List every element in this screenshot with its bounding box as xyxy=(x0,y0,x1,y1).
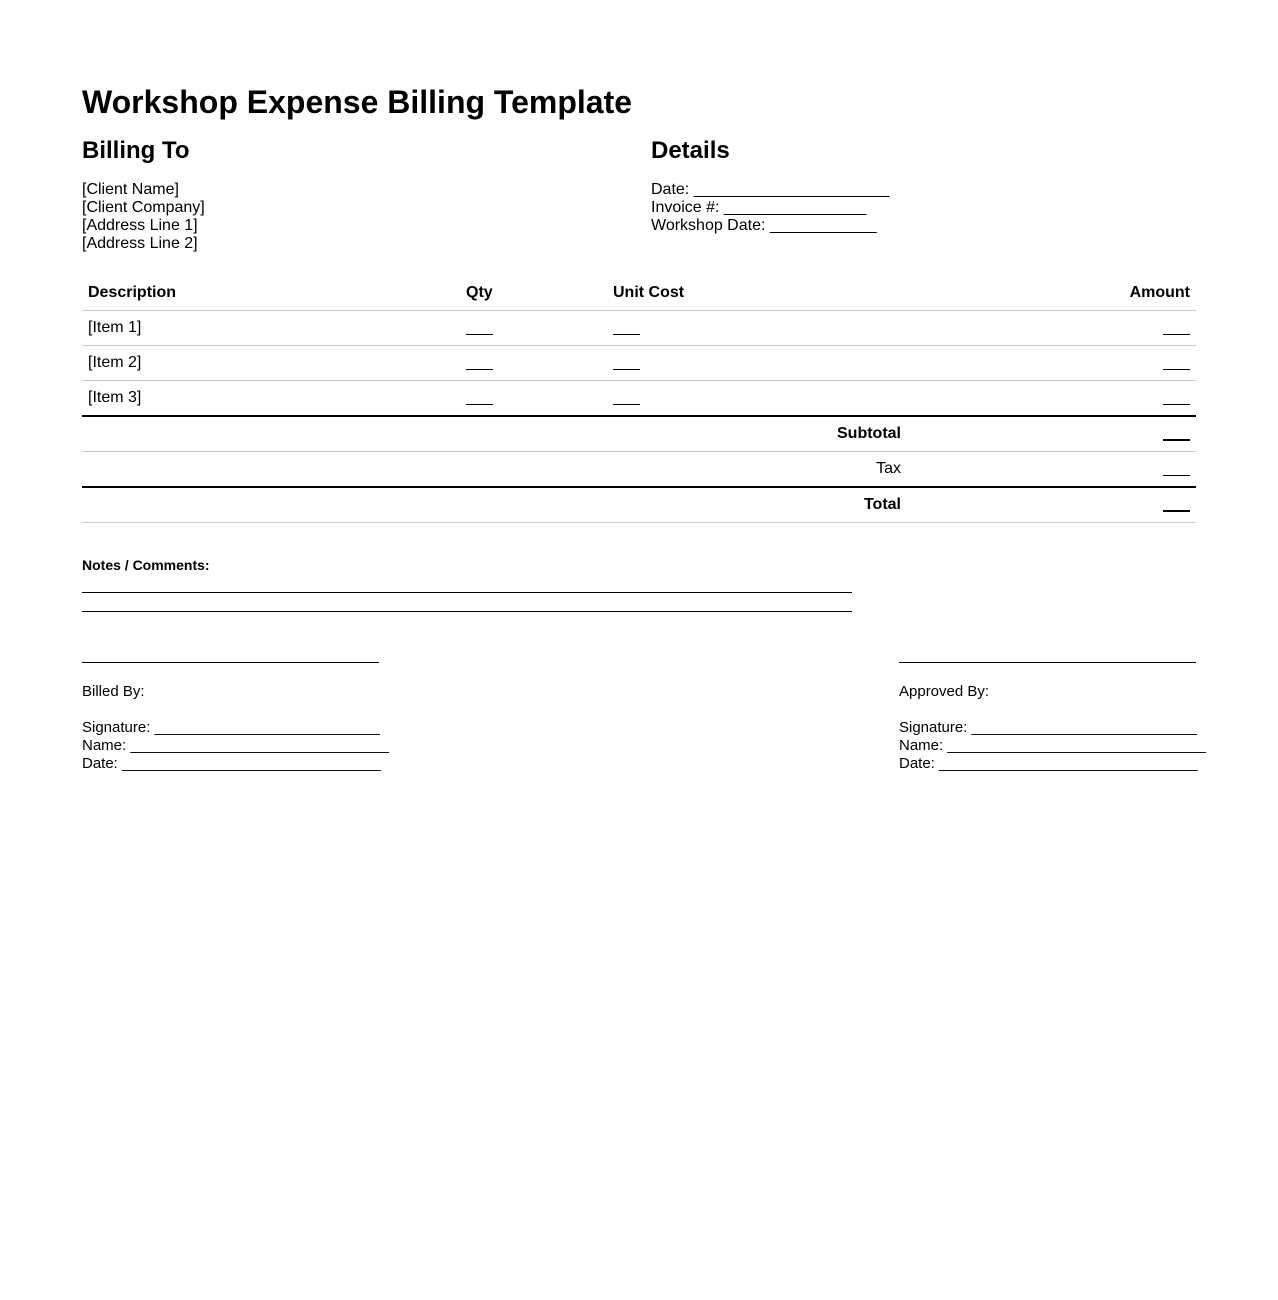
details-heading: Details xyxy=(651,137,730,164)
notes-section xyxy=(82,556,852,612)
total-blank xyxy=(1163,496,1190,512)
table-header-row xyxy=(82,276,1196,311)
approved-by-date: Date: _______________________________ xyxy=(899,755,1198,772)
item-description: [Item 3] xyxy=(82,381,460,417)
billed-by-date: Date: _______________________________ xyxy=(82,755,381,772)
subtotal-blank xyxy=(1163,425,1190,441)
signature-rule xyxy=(899,662,1196,663)
signature-rule xyxy=(82,662,379,663)
billing-to-section xyxy=(82,136,642,253)
billing-to-heading: Billing To xyxy=(82,137,190,164)
billed-by-name: Name: _______________________________ xyxy=(82,737,389,754)
qty-blank xyxy=(466,355,493,370)
approved-by-signature: Signature: ___________________________ xyxy=(899,719,1197,736)
qty-blank xyxy=(466,390,493,405)
items-table xyxy=(82,276,1196,523)
item-description: [Item 1] xyxy=(82,311,460,346)
total-label: Total xyxy=(82,487,907,523)
tax-row xyxy=(82,452,1196,488)
tax-label: Tax xyxy=(82,452,907,488)
table-row xyxy=(82,346,1196,381)
client-company: [Client Company] xyxy=(82,199,205,216)
document-title: Workshop Expense Billing Template xyxy=(82,84,633,120)
subtotal-label: Subtotal xyxy=(82,416,907,452)
date-field: Date: ______________________ xyxy=(651,181,890,198)
table-row xyxy=(82,381,1196,417)
address-line-2: [Address Line 2] xyxy=(82,235,198,252)
table-row xyxy=(82,311,1196,346)
invoice-number-field: Invoice #: ________________ xyxy=(651,199,867,216)
tax-blank xyxy=(1163,461,1190,476)
approved-by-label: Approved By: xyxy=(899,683,990,700)
workshop-date-field: Workshop Date: ____________ xyxy=(651,217,877,234)
notes-line xyxy=(82,593,852,612)
billed-by-label: Billed By: xyxy=(82,683,145,700)
header-unit-cost: Unit Cost xyxy=(607,276,907,311)
unit-cost-blank xyxy=(613,390,640,405)
amount-blank xyxy=(1163,355,1190,370)
client-name: [Client Name] xyxy=(82,181,179,198)
notes-line xyxy=(82,574,852,593)
subtotal-row xyxy=(82,416,1196,452)
item-description: [Item 2] xyxy=(82,346,460,381)
qty-blank xyxy=(466,320,493,335)
approved-by-block xyxy=(899,647,1206,773)
unit-cost-blank xyxy=(613,320,640,335)
notes-label: Notes / Comments: xyxy=(82,557,210,573)
amount-blank xyxy=(1163,320,1190,335)
header-amount: Amount xyxy=(907,276,1196,311)
details-section xyxy=(651,136,1196,235)
billed-by-signature: Signature: ___________________________ xyxy=(82,719,380,736)
billed-by-block xyxy=(82,647,389,773)
unit-cost-blank xyxy=(613,355,640,370)
amount-blank xyxy=(1163,390,1190,405)
total-row xyxy=(82,487,1196,523)
header-qty: Qty xyxy=(460,276,607,311)
header-description: Description xyxy=(82,276,460,311)
address-line-1: [Address Line 1] xyxy=(82,217,198,234)
approved-by-name: Name: _______________________________ xyxy=(899,737,1206,754)
